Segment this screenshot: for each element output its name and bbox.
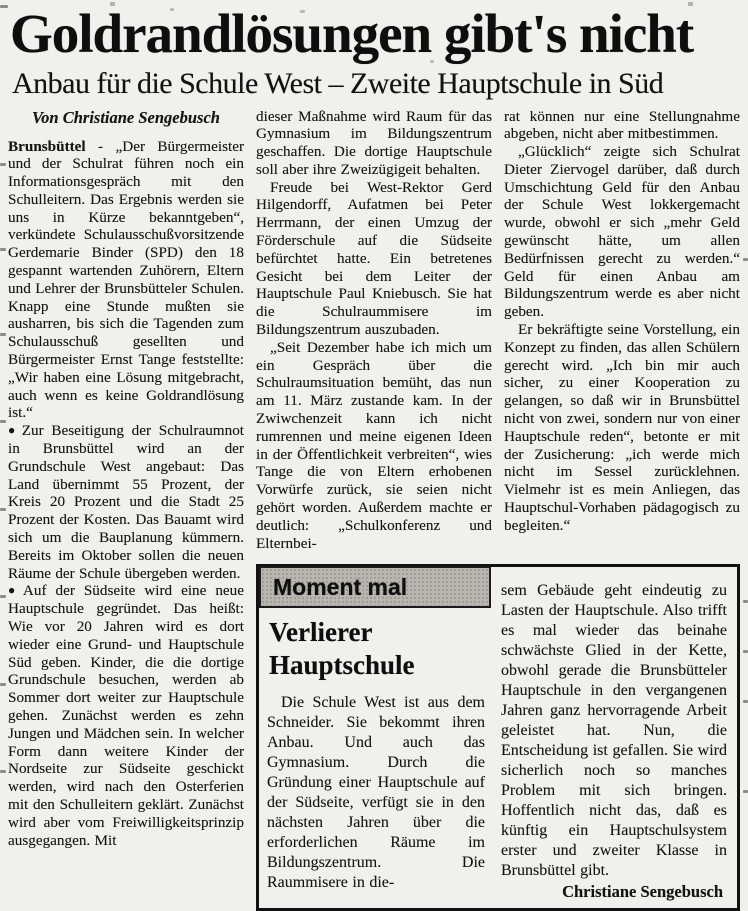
kicker-label: Moment mal xyxy=(273,574,407,601)
dateline-separator: - xyxy=(86,138,116,155)
scan-artifact xyxy=(0,595,6,598)
column-2 xyxy=(256,108,492,553)
bullet-paragraph xyxy=(8,422,244,582)
paragraph: sem Gebäude geht eindeutig zu Lasten der Hauptschule. Also trifft es mal wieder das beinahe schwächste Glied in der Kette, obwohl gerade die Brunsbütteler Hauptschule in den vergangenen Jahren ganz hervorragende Arbeit geleistet hat. Nun, die Entscheidung ist gefallen. Sie wird sicherlich noch so manches Problem mit sich bringen. Hoffentlich nicht das, daß es künftig ein Hauptschulsystem erster und zweiter Klasse in Brunsbüttel gibt. xyxy=(501,581,727,881)
paragraph-lead xyxy=(8,138,244,423)
scan-artifact xyxy=(743,600,748,603)
paragraph: rat können nur eine Stellungnahme abgeben, nicht aber mitbestimmen. xyxy=(504,108,740,144)
article-header xyxy=(8,6,740,100)
box-left-column xyxy=(267,567,485,902)
byline: Von Christiane Sengebusch xyxy=(8,108,244,128)
scan-artifact xyxy=(0,5,8,8)
scan-artifact xyxy=(0,683,6,686)
paragraph-text: „Der Bürgermeister und der Schulrat führen noch ein Informationsgespräch mit den Schulleitern. Das Ergebnis werden sie uns in Kürze bekanntgeben“, verkündete Schulausschußvorsitzende Gerdemarie Binder (SPD) den 18 gespannt wartenden Zuhörern, Eltern und Lehrer der Brunsbütteler Schulen. Knapp eine Stunde mußten sie ausharren, bis sich die Tagenden zum Schulausschuß gesellten und Bürgermeister Ernst Tange feststellte: „Wir haben eine Lösung mitgebracht, auch wenn es keine Goldrandlösung ist.“ xyxy=(8,138,244,422)
scan-artifact xyxy=(743,700,748,703)
moment-mal-box xyxy=(256,564,740,911)
column-3 xyxy=(504,108,740,553)
scan-artifact xyxy=(0,333,6,336)
scan-artifact xyxy=(0,770,6,773)
scan-artifact xyxy=(170,8,174,11)
scan-artifact xyxy=(0,163,6,166)
paragraph-text: Auf der Südseite wird eine neue Hauptschule gegründet. Das heißt: Wie vor 20 Jahren wird es dort wieder eine Grund- und Hauptschule Süd geben. Kinder, die die dortige Grundschule besuchen, werden ab Sommer dort weiter zur Hauptschule gehen. Zunächst werden es zehn Jungen und Mädchen sein. In welcher Form dann weitere Kinder der Nordseite zur Südseite geschickt werden, wird nach den Osterferien mit den Schulleitern geklärt. Zunächst wird aber vom Freiwilligkeitsprinzip ausgegangen. Mit xyxy=(8,582,244,848)
paragraph: „Seit Dezember habe ich mich um ein Gespräch über die Schulraumsituation bemüht, das nun am 11. März zustande kam. In der Zwiwchenzeit kann ich nicht rumrennen und meine eigenen Ideen in der Öffentlichkeit verbreiten“, wies Tange die von Eltern erhobenen Vorwürfe zurück, sie seien nicht gehört worden. Außerdem machte er deutlich: „Schulkonferenz und Elternbei- xyxy=(256,339,492,553)
paragraph: Die Schule West ist aus dem Schneider. Sie bekommt ihren Anbau. Und auch das Gymnasium. Durch die Gründung einer Hauptschule auf der Südseite, verfügt sie in den nächsten Jahren über die erforderlichen Räume im Bildungszentrum. Die Raummisere in die- xyxy=(267,693,485,893)
scan-artifact xyxy=(430,60,434,63)
kicker-band xyxy=(259,566,491,608)
scan-artifact xyxy=(0,248,6,251)
bullet-paragraph xyxy=(8,582,244,849)
bullet-icon: ● xyxy=(8,423,22,437)
article-body xyxy=(8,108,740,911)
column-1 xyxy=(8,108,244,911)
subheadline: Anbau für die Schule West – Zweite Hauptschule in Süd xyxy=(12,68,740,100)
scan-artifact xyxy=(743,650,748,653)
paragraph: „Glücklich“ zeigte sich Schulrat Dieter Ziervogel darüber, daß durch Umschichtung Geld für den Anbau der Schule West lokkergemacht wurde, obwohl er sich „mehr Geld gewünscht hätte, um allen Bedürfnissen gerecht zu werden.“ Geld für einen Anbau am Bildungszentrum werde es aber nicht geben. xyxy=(504,143,740,321)
scan-artifact xyxy=(688,2,693,6)
scan-artifact xyxy=(0,420,6,423)
scan-artifact xyxy=(743,790,748,793)
bullet-icon: ● xyxy=(8,583,23,597)
scan-artifact xyxy=(743,258,748,261)
commentary-title-line2: Hauptschule xyxy=(269,650,415,680)
author-signature: Christiane Sengebusch xyxy=(501,882,727,902)
paragraph: Er bekräftigte seine Vorstellung, ein Konzept zu finden, das allen Schülern gerecht wird. „Ich bin mir auch sicher, zu einer Kooperation zu gelangen, so daß wir in Brunsbüttel nicht von zwei, sondern nur von einer Hauptschule reden“, betonte er mit der Zusicherung: „ich werde mich nicht im Sessel zurücklehnen. Vielmehr ist es mein Anliegen, das Hauptschul-Vorhaben pädagogisch zu begleiten.“ xyxy=(504,321,740,535)
commentary-title xyxy=(269,616,485,681)
scan-artifact xyxy=(110,2,115,6)
scan-artifact xyxy=(300,10,305,13)
paragraph: Freude bei West-Rektor Gerd Hilgendorff, Aufatmen bei Peter Herrmann, der einen Umzug der Förderschule auf die Südseite befürchtet hatte. Ein betretenes Gesicht bei dem Leiter der Hauptschule Paul Kniebusch. Sie hat die Schulraummisere im Bildungszentrum auszubaden. xyxy=(256,179,492,339)
headline: Goldrandlösungen gibt's nicht xyxy=(10,6,740,61)
paragraph-text: Zur Beseitigung der Schulraumnot in Brunsbüttel wird an der Grundschule West angebaut: Das Land übernimmt 55 Prozent, der Kreis 20 Prozent und die Stadt 25 Prozent der Kosten. Das Bauamt wird sich um die Bauplanung kümmern. Bereits im Oktober sollen die neuen Räume der Schule übergeben werden. xyxy=(8,422,244,581)
dateline: Brunsbüttel xyxy=(8,138,86,155)
box-right-column xyxy=(501,567,727,902)
scan-artifact xyxy=(0,508,6,511)
paragraph: dieser Maßnahme wird Raum für das Gymnasium im Bildungszentrum geschaffen. Die dortige Hauptschule soll aber ihre Zweizügigeit behalten. xyxy=(256,108,492,179)
commentary-title-line1: Verlierer xyxy=(269,617,372,647)
